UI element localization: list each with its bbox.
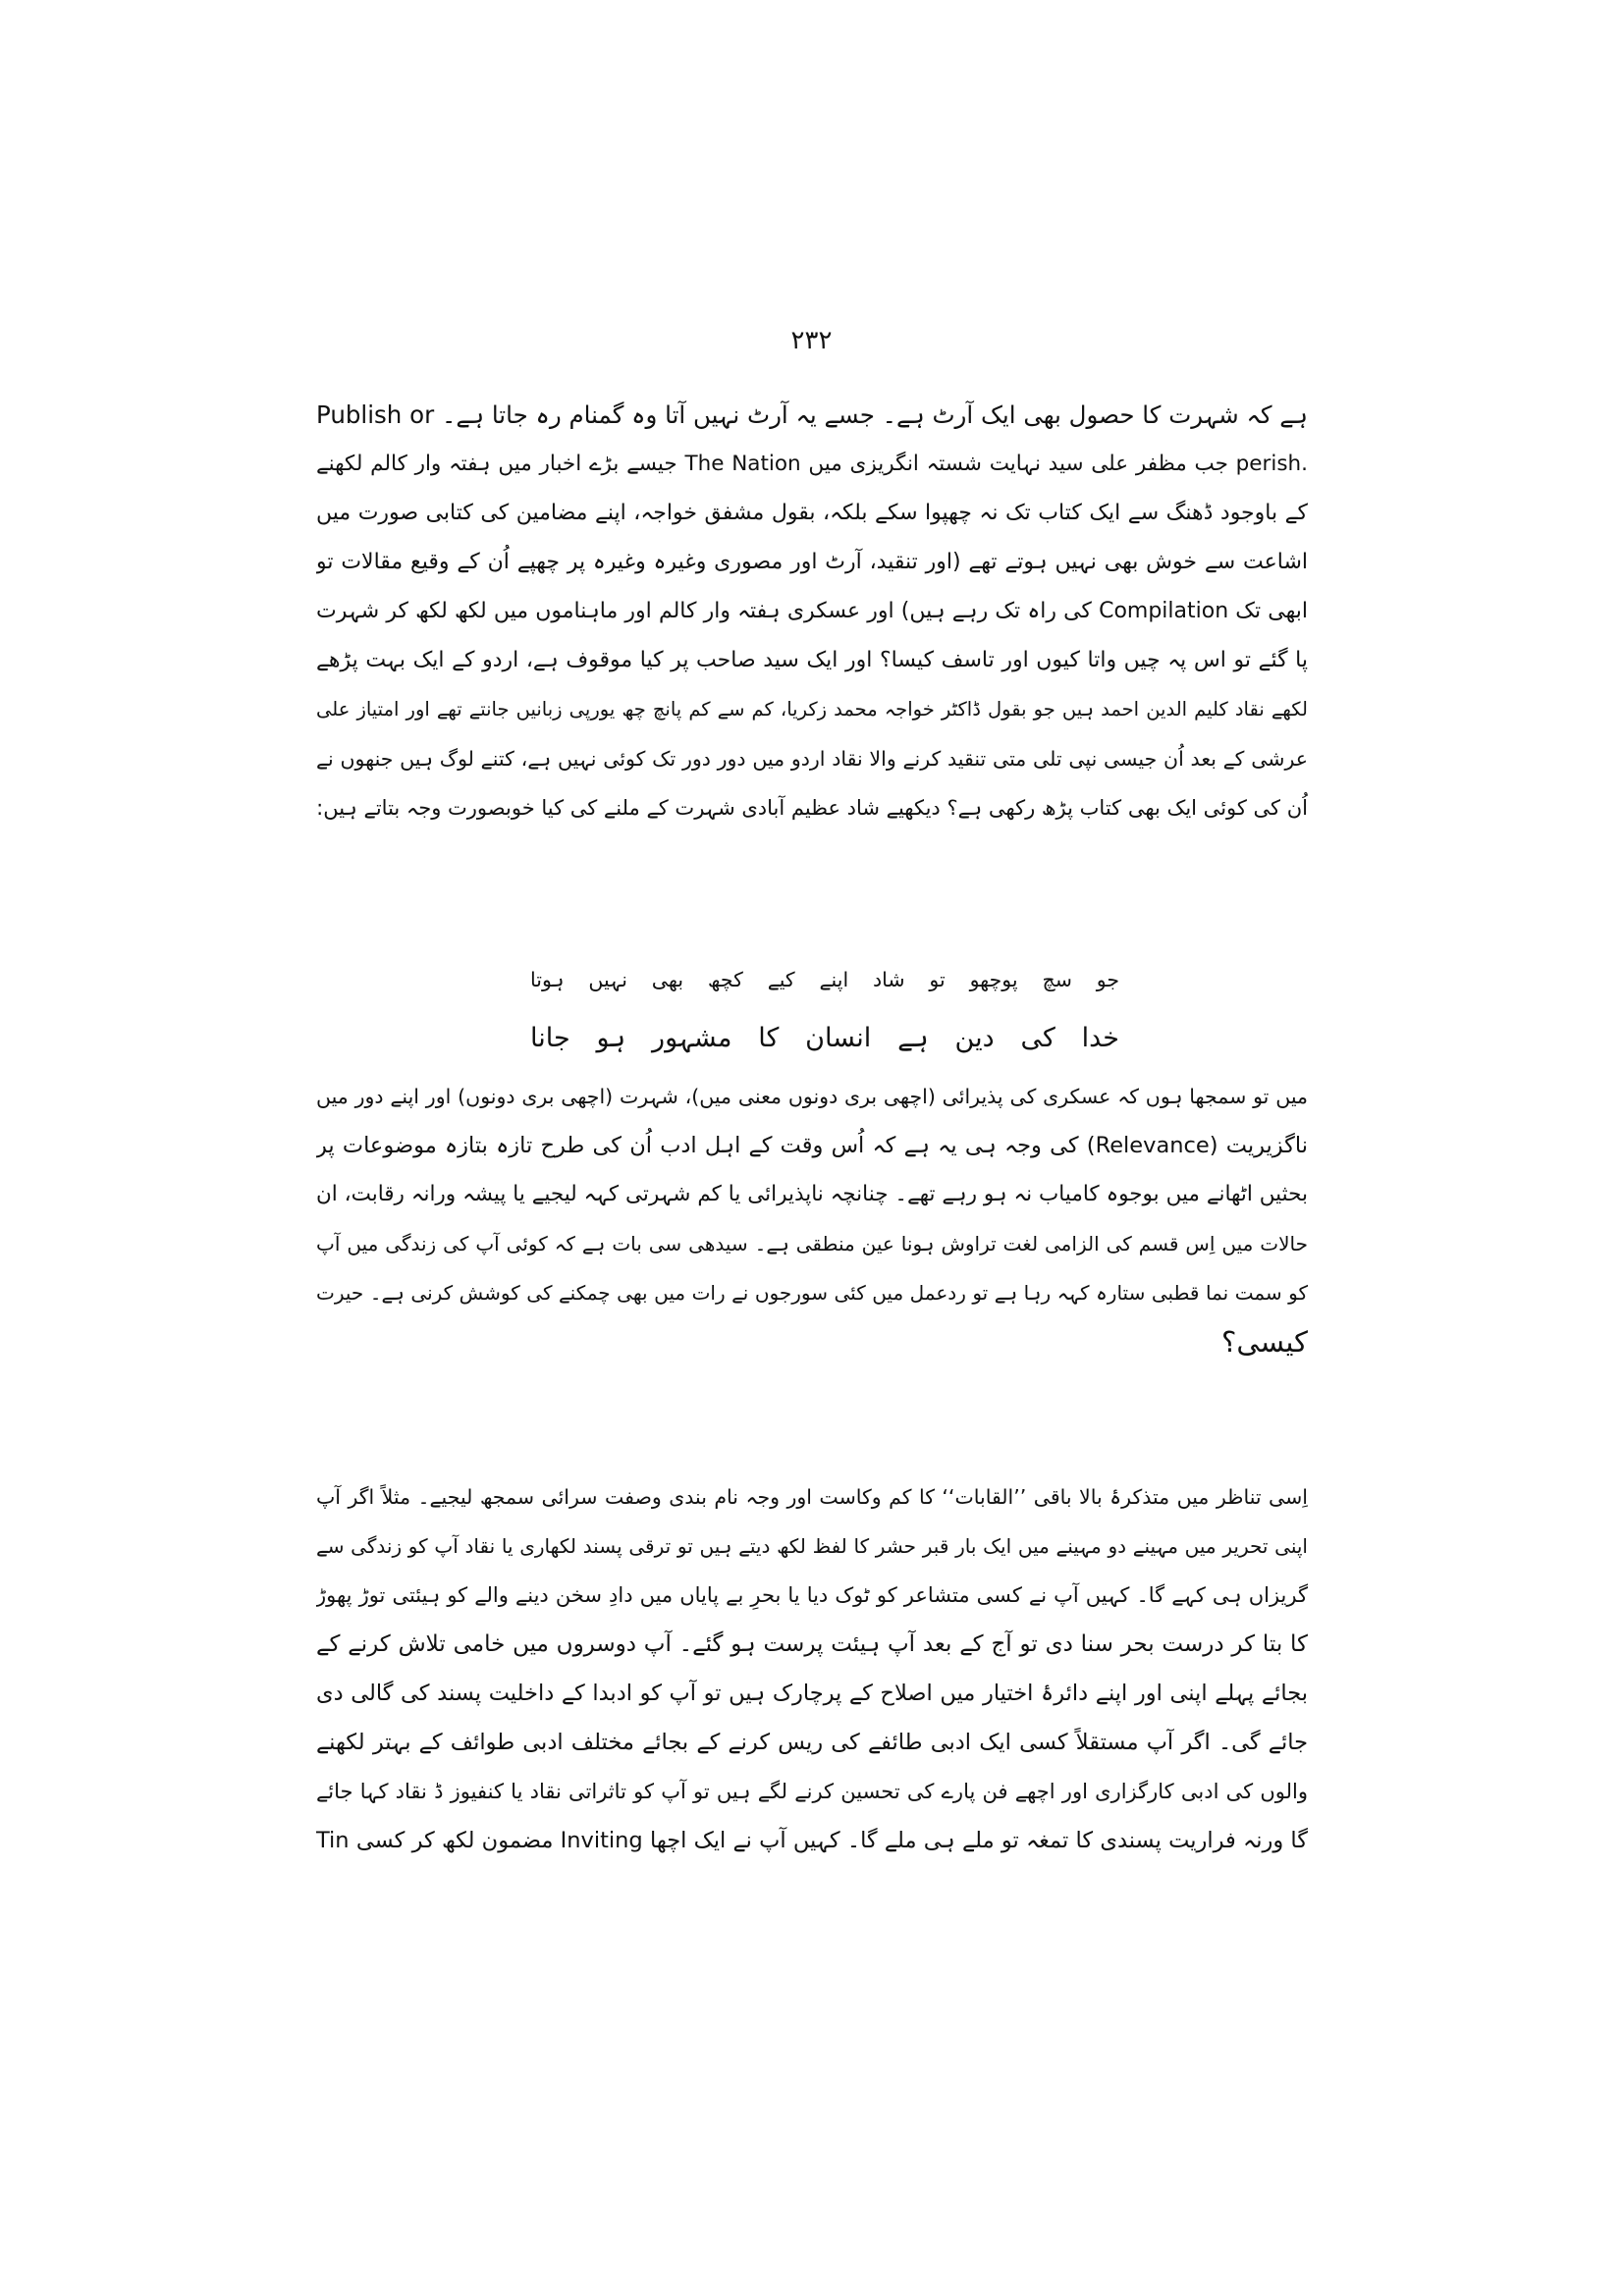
paragraph-line: اِسی تناظر میں متذکرۂ بالا باقی ’’القابات‘‘ کا کم وکاست اور وجہ نام بندی وصفت سرائی سمجھ لیجیے۔ مثلاً اگر آپ xyxy=(316,1485,1308,1509)
paragraph-2 xyxy=(316,1072,1308,1366)
paragraph-line: عرشی کے بعد اُن جیسی نپی تلی متی تنقید کرنے والا نقاد اردو میں دور دور تک کوئی نہیں ہے، کتنے لوگ ہیں جنھوں نے xyxy=(316,747,1308,771)
paragraph-line: بحثیں اٹھانے میں بوجوہ کامیاب نہ ہو رہے تھے۔ چنانچہ ناپذیرائی یا کم شہرتی کہہ لیجیے یا پیشہ ورانہ رقابت، ان xyxy=(316,1182,1308,1206)
paragraph-line: کے باوجود ڈھنگ سے ایک کتاب تک نہ چھپوا سکے بلکہ، بقول مشفق خواجہ، اپنے مضامین کی کتابی صورت میں xyxy=(316,501,1308,525)
paragraph-line: میں تو سمجھا ہوں کہ عسکری کی پذیرائی (اچھی بری دونوں معنی میں)، شہرت (اچھی بری دونوں) اور اپنے دور میں xyxy=(316,1085,1308,1108)
paragraph-1 xyxy=(316,391,1308,832)
paragraph-line: پا گئے تو اس پہ چیں واتا کیوں اور تاسف کیسا؟ اور ایک سید صاحب پر کیا موقوف ہے، اردو کے ایک بہت پڑھے xyxy=(316,648,1308,672)
paragraph-line: اُن کی کوئی ایک بھی کتاب پڑھ رکھی ہے؟ دیکھیے شاد عظیم آبادی شہرت کے ملنے کی کیا خوبصورت وجہ بتاتے ہیں: xyxy=(316,796,1308,820)
paragraph-line: والوں کی ادبی کارگزاری اور اچھے فن پارے کی تحسین کرنے لگے ہیں تو آپ کو تاثراتی نقاد یا کنفیوز ڈ نقاد کہا جائے xyxy=(316,1780,1308,1803)
poetry-couplet xyxy=(530,950,1119,1068)
paragraph-line: .perish جب مظفر علی سید نہایت شستہ انگریزی میں The Nation جیسے بڑے اخبار میں ہفتہ وار کالم لکھنے xyxy=(316,452,1308,476)
paragraph-line: اپنی تحریر میں مہینے دو مہینے میں ایک بار قبر حشر کا لفظ لکھ دیتے ہیں تو ترقی پسند لکھاری یا نقاد آپ کو زندگی سے xyxy=(316,1534,1308,1558)
couplet-verse-1: جو سچ پوچھو تو شاد اپنے کیے کچھ بھی نہیں ہوتا xyxy=(530,968,1119,991)
paragraph-line: گریزاں ہی کہے گا۔ کہیں آپ نے کسی متشاعر کو ٹوک دیا یا بحرِ بے پایاں میں دادِ سخن دینے والے کو ہیئتی توڑ پھوڑ xyxy=(316,1583,1308,1607)
paragraph-line: کیسی؟ xyxy=(1221,1325,1308,1359)
paragraph-line: بجائے پہلے اپنی اور اپنے دائرۂ اختیار میں اصلاح کے پرچارک ہیں تو آپ کو ادبدا کے داخلیت پسند کی گالی دی xyxy=(316,1681,1308,1706)
paragraph-line: کو سمت نما قطبی ستارہ کہہ رہا ہے تو ردعمل میں کئی سورجوں نے رات میں بھی چمکنے کی کوشش کرنی ہے۔ حیرت xyxy=(316,1281,1308,1305)
paragraph-line: اشاعت سے خوش بھی نہیں ہوتے تھے (اور تنقید، آرٹ اور مصوری وغیرہ وغیرہ پر چھپے اُن کے وقیع مقالات تو xyxy=(316,550,1308,574)
paragraph-line: ہے کہ شہرت کا حصول بھی ایک آرٹ ہے۔ جسے یہ آرٹ نہیں آتا وہ گمنام رہ جاتا ہے۔ Publish or xyxy=(316,400,1308,429)
page-number: ۲۳۲ xyxy=(790,326,833,355)
paragraph-line: گا ورنہ فراریت پسندی کا تمغہ تو ملے ہی ملے گا۔ کہیں آپ نے ایک اچھا Inviting مضمون لکھ کر کسی Tin xyxy=(316,1828,1308,1853)
paragraph-line: ناگزیریت (Relevance) کی وجہ ہی یہ ہے کہ اُس وقت کے اہل ادب اُن کی طرح تازہ بتازہ موضوعات پر xyxy=(316,1133,1308,1158)
paragraph-line: حالات میں اِس قسم کی الزامی لغت تراوش ہونا عین منطقی ہے۔ سیدھی سی بات ہے کہ کوئی آپ کی زندگی میں آپ xyxy=(316,1232,1308,1255)
couplet-verse-2: خدا کی دین ہے انسان کا مشہور ہو جانا xyxy=(530,1023,1119,1053)
paragraph-line: ابھی تک Compilation کی راہ تک رہے ہیں) اور عسکری ہفتہ وار کالم اور ماہناموں میں لکھ لکھ کر شہرت xyxy=(316,599,1308,623)
paragraph-line: جائے گی۔ اگر آپ مستقلاً کسی ایک ادبی طائفے کی ریس کرنے کے بجائے مختلف ادبی طوائف کے بہتر لکھنے xyxy=(316,1730,1308,1755)
paragraph-line: لکھے نقاد کلیم الدین احمد ہیں جو بقول ڈاکٹر خواجہ محمد زکریا، کم سے کم پانچ چھ یورپی زبانیں جانتے تھے اور امتیاز علی xyxy=(316,698,1308,721)
paragraph-line: کا بتا کر درست بحر سنا دی تو آج کے بعد آپ ہیئت پرست ہو گئے۔ آپ دوسروں میں خامی تلاش کرنے کے xyxy=(316,1631,1308,1657)
paragraph-3 xyxy=(316,1472,1308,1865)
